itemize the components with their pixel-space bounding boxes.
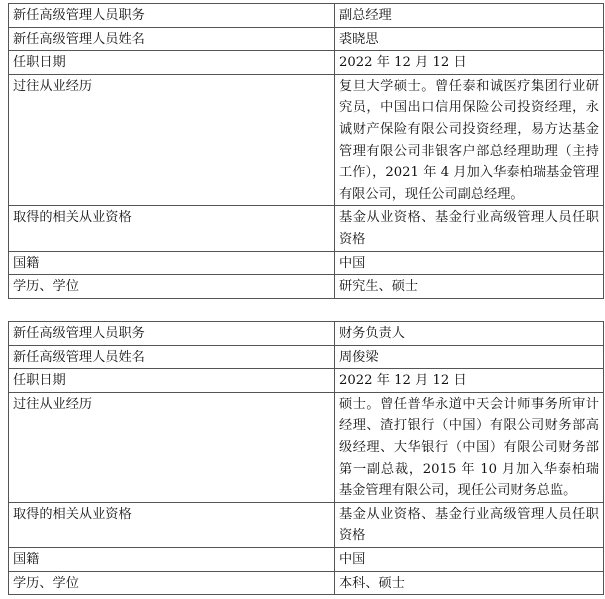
row-label: 新任高级管理人员姓名 — [9, 27, 335, 51]
row-value: 硕士。曾任普华永道中天会计师事务所审计经理、渣打银行（中国）有限公司财务部高级经理、大华银行（中国）有限公司财务部第一副总裁，2015 年 10 月加入华泰柏瑞基金管理有限公司，现任公司财务总监。 — [335, 392, 604, 502]
row-label: 新任高级管理人员职务 — [9, 322, 335, 346]
row-value: 中国 — [335, 251, 604, 275]
row-value: 2022 年 12 月 12 日 — [335, 369, 604, 393]
table-row — [9, 322, 604, 346]
row-label: 取得的相关从业资格 — [9, 502, 335, 547]
manager-info-table — [8, 321, 604, 595]
row-value: 副总经理 — [335, 4, 604, 28]
row-value: 裘晓思 — [335, 27, 604, 51]
table-row — [9, 74, 604, 206]
row-label: 过往从业经历 — [9, 392, 335, 502]
table-row — [9, 275, 604, 299]
row-label: 过往从业经历 — [9, 74, 335, 206]
row-label: 学历、学位 — [9, 571, 335, 595]
row-value: 本科、硕士 — [335, 571, 604, 595]
table-row — [9, 369, 604, 393]
row-value: 基金从业资格、基金行业高级管理人员任职资格 — [335, 502, 604, 547]
row-label: 学历、学位 — [9, 275, 335, 299]
row-label: 任职日期 — [9, 51, 335, 75]
row-value: 中国 — [335, 547, 604, 571]
row-label: 新任高级管理人员姓名 — [9, 345, 335, 369]
manager-info-table — [8, 3, 604, 299]
table-row — [9, 206, 604, 251]
row-label: 国籍 — [9, 547, 335, 571]
row-value: 复旦大学硕士。曾任泰和诚医疗集团行业研究员，中国出口信用保险公司投资经理，永诚财产保险有限公司投资经理，易方达基金管理有限公司非银客户部总经理助理（主持工作），2021 年 4 月加入华泰柏瑞基金管理有限公司，现任公司副总经理。 — [335, 74, 604, 206]
table-row — [9, 345, 604, 369]
table-row — [9, 4, 604, 28]
row-label: 新任高级管理人员职务 — [9, 4, 335, 28]
table-row — [9, 547, 604, 571]
row-label: 取得的相关从业资格 — [9, 206, 335, 251]
row-label: 任职日期 — [9, 369, 335, 393]
row-value: 研究生、硕士 — [335, 275, 604, 299]
row-value: 财务负责人 — [335, 322, 604, 346]
row-value: 基金从业资格、基金行业高级管理人员任职资格 — [335, 206, 604, 251]
table-row — [9, 392, 604, 502]
table-row — [9, 502, 604, 547]
row-value: 周俊梁 — [335, 345, 604, 369]
table-row — [9, 571, 604, 595]
table-row — [9, 27, 604, 51]
table-row — [9, 51, 604, 75]
row-label: 国籍 — [9, 251, 335, 275]
table-row — [9, 251, 604, 275]
row-value: 2022 年 12 月 12 日 — [335, 51, 604, 75]
